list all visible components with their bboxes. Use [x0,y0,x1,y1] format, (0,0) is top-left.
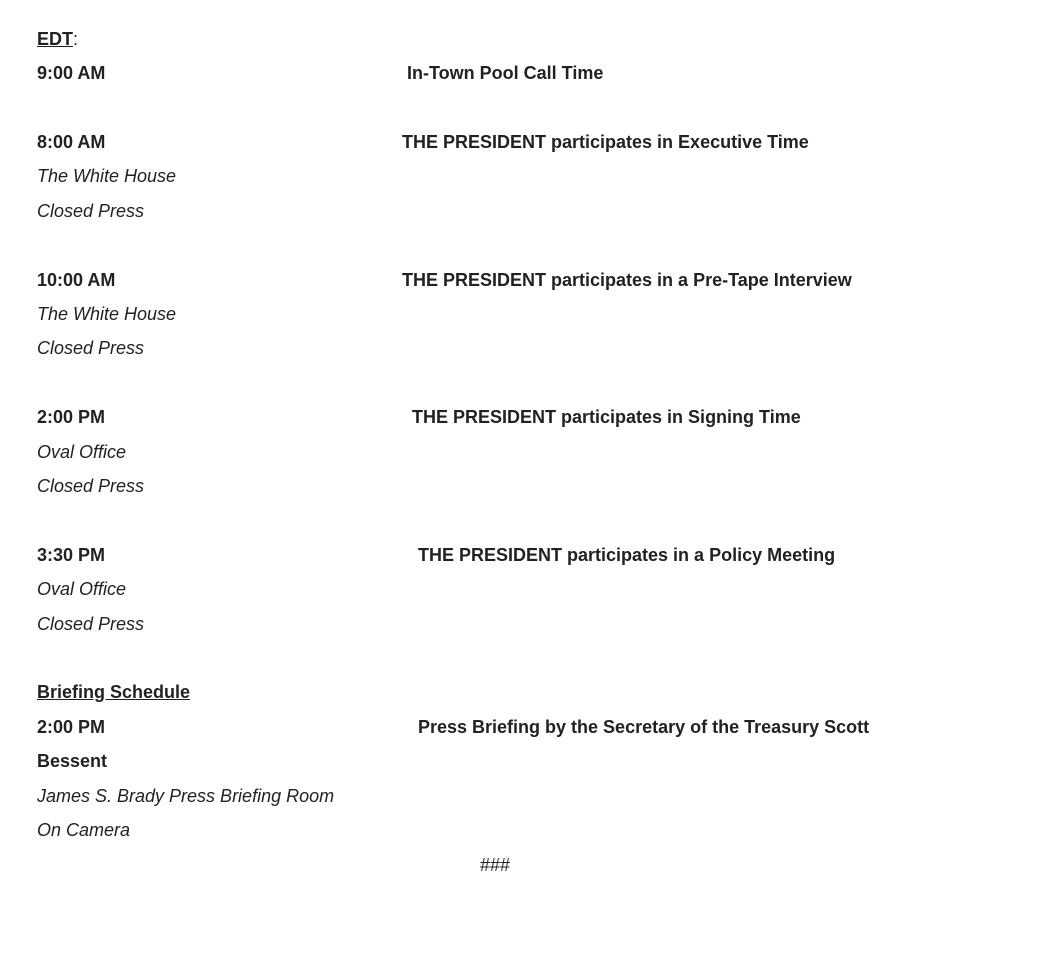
pool-call-title: In-Town Pool Call Time [407,63,604,83]
event-press-status: Closed Press [37,338,145,358]
event-time: 3:30 PM [37,545,106,565]
briefing-press-status: On Camera [37,820,131,840]
event-location: The White House [37,166,177,186]
timezone-suffix: : [73,29,79,49]
timezone-heading [37,28,78,50]
briefing-time: 2:00 PM [37,717,106,737]
briefing-location: James S. Brady Press Briefing Room [37,786,335,806]
event-time: 8:00 AM [37,132,106,152]
event-time: 2:00 PM [37,407,106,427]
event-location: Oval Office [37,442,127,462]
briefing-title: Press Briefing by the Secretary of the Treasury Scott [418,717,870,737]
event-title: THE PRESIDENT participates in a Pre-Tape Interview [402,270,852,290]
pool-call-time: 9:00 AM [37,63,106,83]
event-location: Oval Office [37,579,127,599]
timezone-label: EDT [37,29,73,49]
event-title: THE PRESIDENT participates in Signing Time [412,407,801,427]
event-press-status: Closed Press [37,476,145,496]
event-location: The White House [37,304,177,324]
event-time: 10:00 AM [37,270,116,290]
event-press-status: Closed Press [37,614,145,634]
end-mark: ### [480,855,511,875]
briefing-title-continued: Bessent [37,751,108,771]
briefing-heading: Briefing Schedule [37,682,191,702]
event-press-status: Closed Press [37,201,145,221]
event-title: THE PRESIDENT participates in Executive Time [402,132,809,152]
event-title: THE PRESIDENT participates in a Policy Meeting [418,545,836,565]
